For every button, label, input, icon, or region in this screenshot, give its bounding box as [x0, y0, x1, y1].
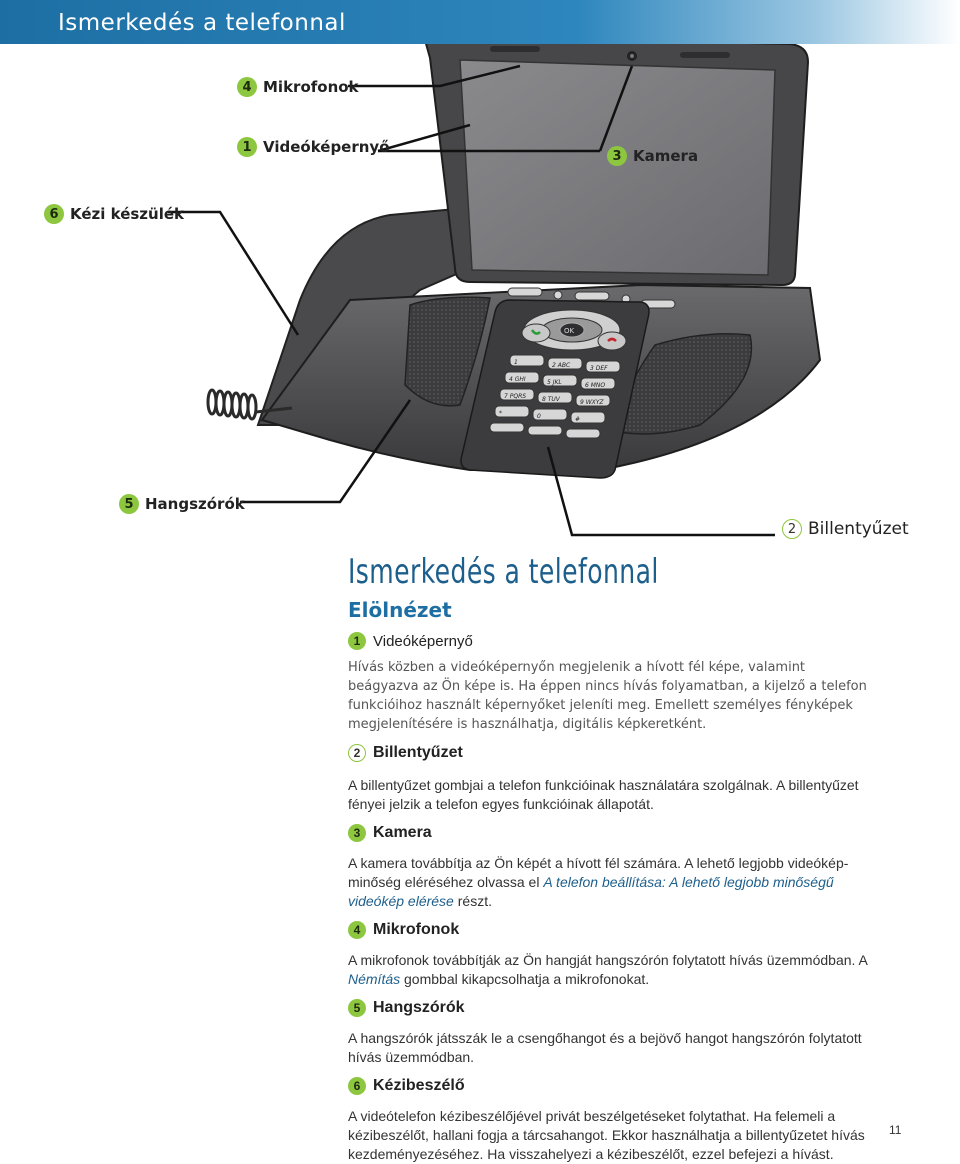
page-subtitle: Elölnézet [348, 598, 452, 622]
callout-label: Hangszórók [145, 495, 245, 513]
section-text-1: Hívás közben a videóképernyőn megjelenik a hívott fél képe, valamint beágyazva az Ön képe is. Ha éppen nincs hívás folyamatban, a kijelző a telefon funkcióihoz használt képernyőket jeleníti meg. Emellett személyes fényképek megjelenítésére is használhatja, digitális képkeretként. [348, 660, 867, 732]
section-title: Hangszórók [373, 999, 465, 1016]
key-2: 2 ABC [552, 362, 571, 369]
key-5: 5 JKL [547, 379, 562, 386]
callout-label: Kamera [633, 147, 699, 165]
page-title: Ismerkedés a telefonnal [348, 552, 659, 592]
callout-hangszorok [119, 494, 245, 514]
key-star: * [499, 410, 502, 417]
key-6: 6 MNO [585, 382, 606, 389]
section-title: Kézibeszélő [373, 1077, 465, 1094]
callout-badge: 3 [607, 146, 627, 166]
section-title: Billentyűzet [373, 744, 463, 761]
callout-videokepernyo [237, 137, 390, 157]
section-title: Videóképernyő [373, 632, 473, 650]
callout-kezi-keszulek [44, 204, 184, 224]
callout-badge: 2 [782, 519, 802, 539]
section-heading-2 [348, 744, 868, 762]
ok-key-label: OK [564, 327, 575, 335]
section-text-3 [348, 854, 868, 911]
callout-badge: 1 [237, 137, 257, 157]
callout-badge: 4 [237, 77, 257, 97]
section-badge: 6 [348, 1077, 366, 1095]
section-heading-3 [348, 824, 868, 842]
section-badge: 3 [348, 824, 366, 842]
section-heading-5 [348, 999, 868, 1017]
callout-label: Kézi készülék [70, 205, 185, 223]
section-text-5: A hangszórók játsszák le a csengőhangot és a bejövő hangot hangszórón folytatott hívás üzemmódban. [348, 1030, 862, 1065]
page-number: 11 [889, 1123, 902, 1137]
section-text-part: A mikrofonok továbbítják az Ön hangját hangszórón folytatott hívás üzemmódban. A [348, 952, 868, 968]
callout-kamera [607, 146, 698, 166]
content-column [348, 552, 868, 1164]
key-8: 8 TUV [542, 396, 560, 403]
callout-mikrofonok [237, 77, 359, 97]
key-hash: # [575, 416, 581, 423]
section-heading-1 [348, 632, 868, 650]
section-title: Kamera [373, 824, 432, 841]
key-3: 3 DEF [590, 365, 608, 372]
key-7: 7 PQRS [504, 393, 527, 400]
key-0: 0 [537, 413, 541, 420]
section-text-part: A kamera továbbítja az Ön képét a hívott fél számára. A lehető legjobb videókép-minőség eléréséhez olvassa el [348, 855, 849, 890]
key-1: 1 [514, 359, 518, 366]
callout-billentyuzet [782, 519, 909, 539]
callout-label: Videóképernyő [263, 138, 390, 156]
section-badge: 1 [348, 632, 366, 650]
section-heading-4 [348, 921, 868, 939]
phone-illustration [0, 44, 960, 554]
section-text-part: részt. [453, 893, 492, 909]
key-4: 4 GHI [509, 376, 526, 383]
section-text-part: gombbal kikapcsolhatja a mikrofonokat. [400, 971, 650, 987]
callout-label: Billentyűzet [808, 519, 909, 539]
callout-badge: 5 [119, 494, 139, 514]
settings-link[interactable]: A telefon beállítása: A lehető legjobb minőségű videókép elérése [348, 874, 834, 909]
section-text-4 [348, 951, 868, 989]
header-title: Ismerkedés a telefonnal [58, 10, 346, 36]
key-9: 9 WXYZ [580, 399, 604, 406]
section-text-6: A videótelefon kézibeszélőjével privát beszélgetéseket folytathat. Ha felemeli a kézibeszélőt, hallani fogja a tárcsahangot. Ekkor használhatja a billentyűzetet hívás kezdeményezéséhez. Ha visszahelyezi a kézibeszélőt, ezzel befejezi a hívást. [348, 1108, 865, 1162]
section-heading-6 [348, 1077, 868, 1095]
section-badge: 2 [348, 744, 366, 762]
callout-label: Mikrofonok [263, 78, 359, 96]
section-badge: 5 [348, 999, 366, 1017]
section-text-2: A billentyűzet gombjai a telefon funkcióinak használatára szolgálnak. A billentyűzet fényei jelzik a telefon egyes funkcióinak állapotát. [348, 777, 859, 812]
mute-link[interactable]: Némítás [348, 971, 401, 987]
section-title: Mikrofonok [373, 921, 460, 938]
section-badge: 4 [348, 921, 366, 939]
callout-badge: 6 [44, 204, 64, 224]
